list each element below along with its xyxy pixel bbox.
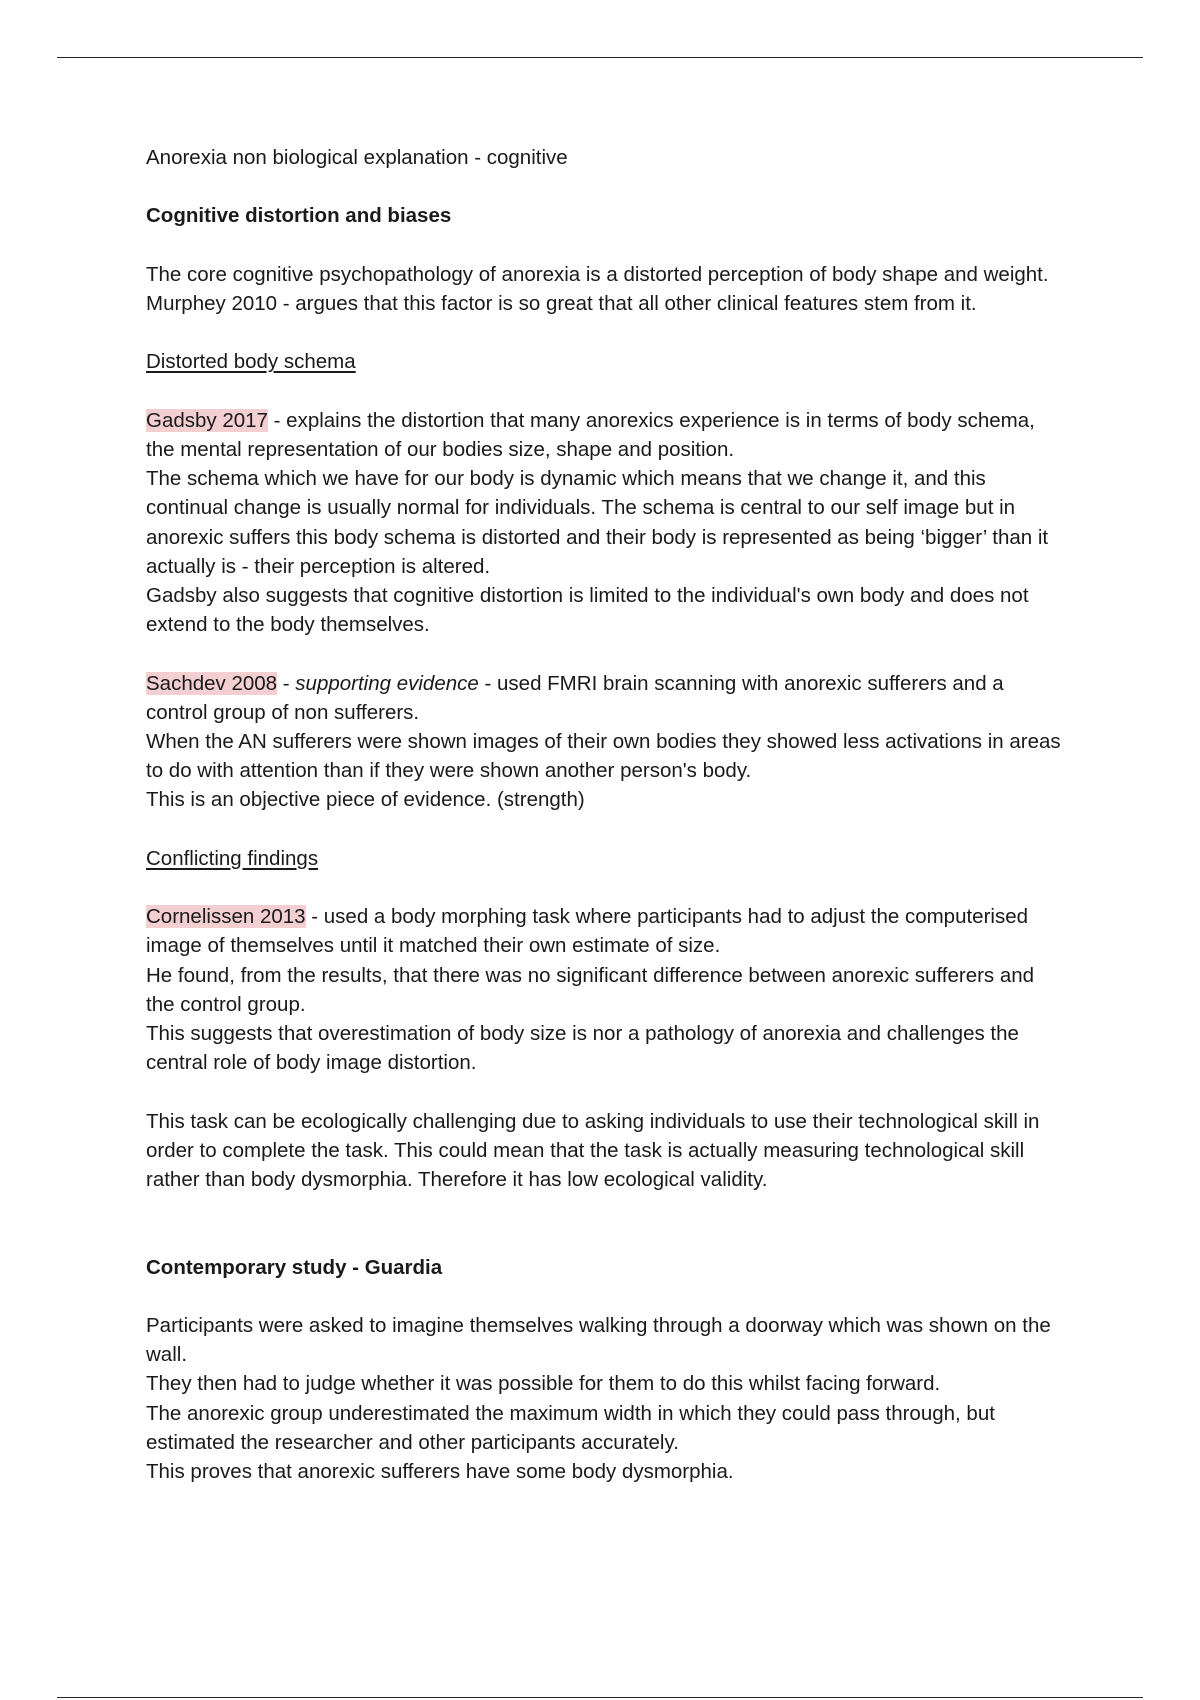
citation-gadsby-2017: Gadsby 2017: [146, 408, 268, 432]
subheading-distorted-body-schema: [146, 347, 1066, 376]
subheading-distorted-body-schema-text: Distorted body schema: [146, 350, 356, 374]
document-body: [146, 143, 1066, 1486]
cornelissen-paragraph-line-3: This suggests that overestimation of body size is nor a pathology of anorexia and challenges the central role of body image distortion.: [146, 1021, 1019, 1075]
sachdev-paragraph-line-3: This is an objective piece of evidence. (strength): [146, 788, 585, 812]
cornelissen-paragraph: [146, 902, 1066, 960]
gadsby-paragraph-line-3: Gadsby also suggests that cognitive distortion is limited to the individual's own body and does not extend to the body themselves.: [146, 583, 1029, 637]
citation-cornelissen-2013: Cornelissen 2013: [146, 905, 306, 929]
section-heading-cognitive-distortion: Cognitive distortion and biases: [146, 204, 452, 228]
bottom-rule: [57, 1697, 1143, 1698]
guardia-paragraph-line-4: This proves that anorexic sufferers have some body dysmorphia.: [146, 1459, 734, 1483]
sachdev-supporting-evidence: supporting evidence: [295, 671, 479, 695]
sachdev-text: - used FMRI brain scanning with anorexic sufferers and a control group of non sufferers.: [146, 671, 1004, 724]
cornelissen-text: - used a body morphing task where participants had to adjust the computerised image of themselves until it matched their own estimate of size.: [146, 905, 1029, 958]
sachdev-paragraph-line-2: When the AN sufferers were shown images of their own bodies they showed less activations in areas to do with attention than if they were shown another person's body.: [146, 729, 1061, 783]
document-title: Anorexia non biological explanation - cognitive: [146, 146, 568, 169]
gadsby-paragraph: [146, 406, 1066, 464]
subheading-conflicting-findings: [146, 844, 1066, 873]
section-heading-contemporary-study: Contemporary study - Guardia: [146, 1255, 443, 1279]
top-rule: [57, 57, 1143, 58]
gadsby-paragraph-line-2: The schema which we have for our body is dynamic which means that we change it, and this continual change is usually normal for individuals. The schema is central to our self image but in anorexic suffers this body schema is distorted and their body is represented as being ‘bigger’ than it actually is - their perception is altered.: [146, 467, 1049, 578]
guardia-paragraph-line-1: Participants were asked to imagine themselves walking through a doorway which was shown on the wall.: [146, 1313, 1051, 1367]
guardia-paragraph-line-3: The anorexic group underestimated the maximum width in which they could pass through, but estimated the researcher and other participants accurately.: [146, 1401, 995, 1454]
intro-paragraph-line-2: Murphey 2010 - argues that this factor is so great that all other clinical features stem from it.: [146, 291, 977, 315]
intro-paragraph-line-1: The core cognitive psychopathology of anorexia is a distorted perception of body shape and weight.: [146, 262, 1049, 286]
gadsby-text: - explains the distortion that many anorexics experience is in terms of body schema, the mental representation of our bodies size, shape and position.: [146, 408, 1035, 461]
sachdev-separator: -: [277, 671, 296, 695]
sachdev-paragraph: [146, 669, 1066, 727]
cornelissen-paragraph-line-2: He found, from the results, that there was no significant difference between anorexic sufferers and the control group.: [146, 963, 1035, 1016]
evaluation-paragraph: This task can be ecologically challenging due to asking individuals to use their technological skill in order to complete the task. This could mean that the task is actually measuring technological skill rather than body dysmorphia. Therefore it has low ecological validity.: [146, 1109, 1040, 1191]
subheading-conflicting-findings-text: Conflicting findings: [146, 846, 319, 870]
guardia-paragraph-line-2: They then had to judge whether it was possible for them to do this whilst facing forward.: [146, 1372, 941, 1396]
citation-sachdev-2008: Sachdev 2008: [146, 671, 278, 695]
